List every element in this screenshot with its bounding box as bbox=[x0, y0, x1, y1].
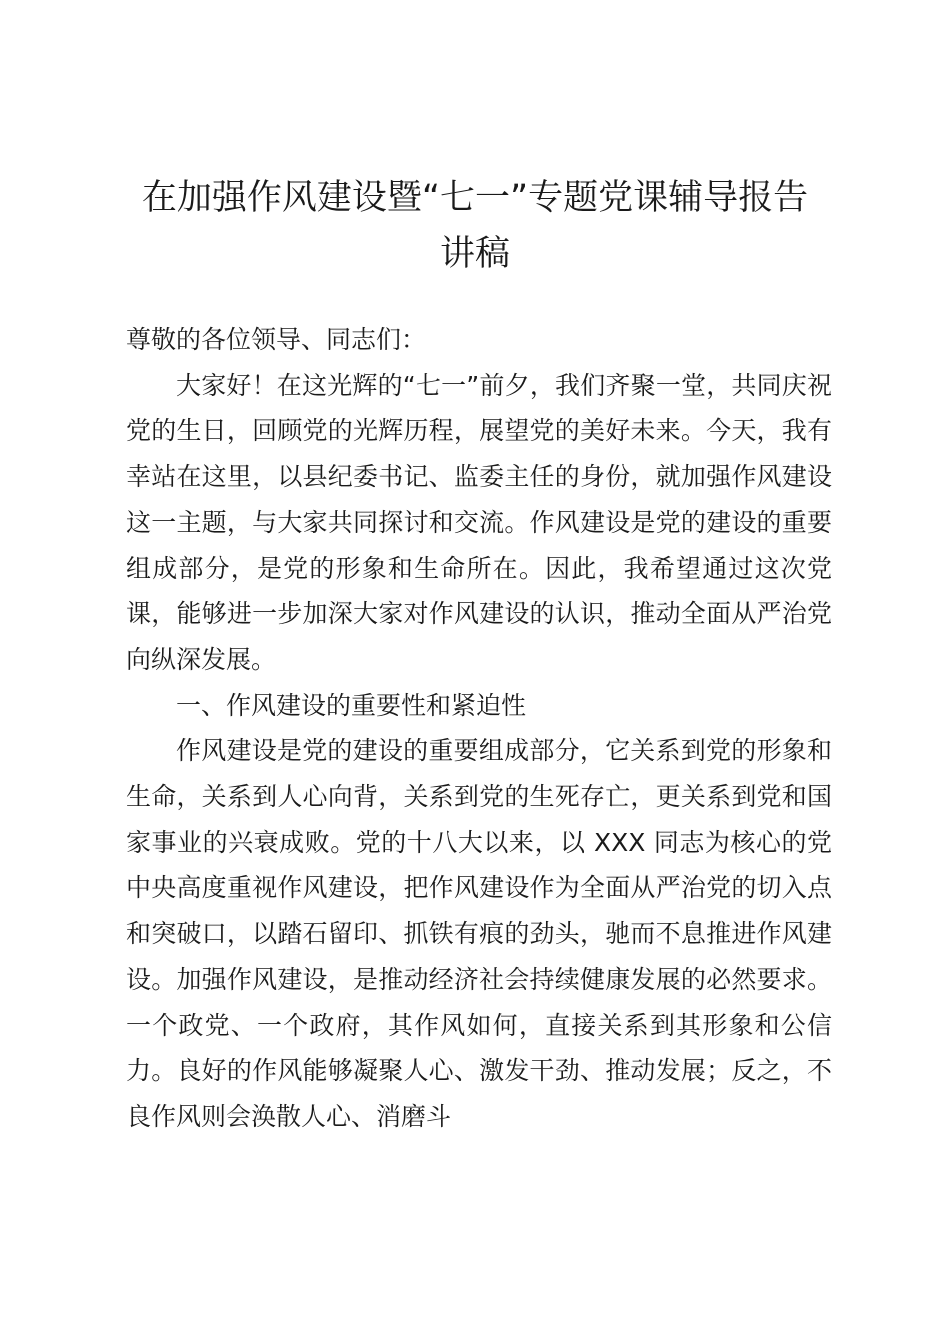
section-heading-1: 一、作风建设的重要性和紧迫性 bbox=[176, 690, 527, 720]
document-title bbox=[100, 170, 850, 282]
title-line-2: 讲稿 bbox=[439, 234, 510, 274]
paragraph-opening: 大家好！在这光辉的“七一”前夕，我们齐聚一堂，共同庆祝党的生日，回顾党的光辉历程，展望党的美好未来。今天，我有幸站在这里，以县纪委书记、监委主任的身份，就加强作风建设这一主题，与大家共同探讨和交流。作风建设是党的建设的重要组成部分，是党的形象和生命所在。因此，我希望通过这次党课，能够进一步加深大家对作风建设的认识，推动全面从严治党向纵深发展。 bbox=[126, 370, 832, 674]
document-body bbox=[126, 317, 832, 1140]
paragraph-section-1: 作风建设是党的建设的重要组成部分，它关系到党的形象和生命，关系到人心向背，关系到党的生死存亡，更关系到党和国家事业的兴衰成败。党的十八大以来，以 XXX 同志为核心的党中央高度重视作风建设，把作风建设作为全面从严治党的切入点和突破口，以踏石留印、抓铁有痕的劲头，驰而不息推进作风建设。加强作风建设，是推动经济社会持续健康发展的必然要求。一个政党、一个政府，其作风如何，直接关系到其形象和公信力。良好的作风能够凝聚人心、激发干劲、推动发展；反之，不良作风则会涣散人心、消磨斗 bbox=[126, 736, 832, 1131]
salutation: 尊敬的各位领导、同志们： bbox=[126, 325, 427, 354]
title-line-1: 在加强作风建设暨“七一”专题党课辅导报告 bbox=[141, 178, 809, 218]
